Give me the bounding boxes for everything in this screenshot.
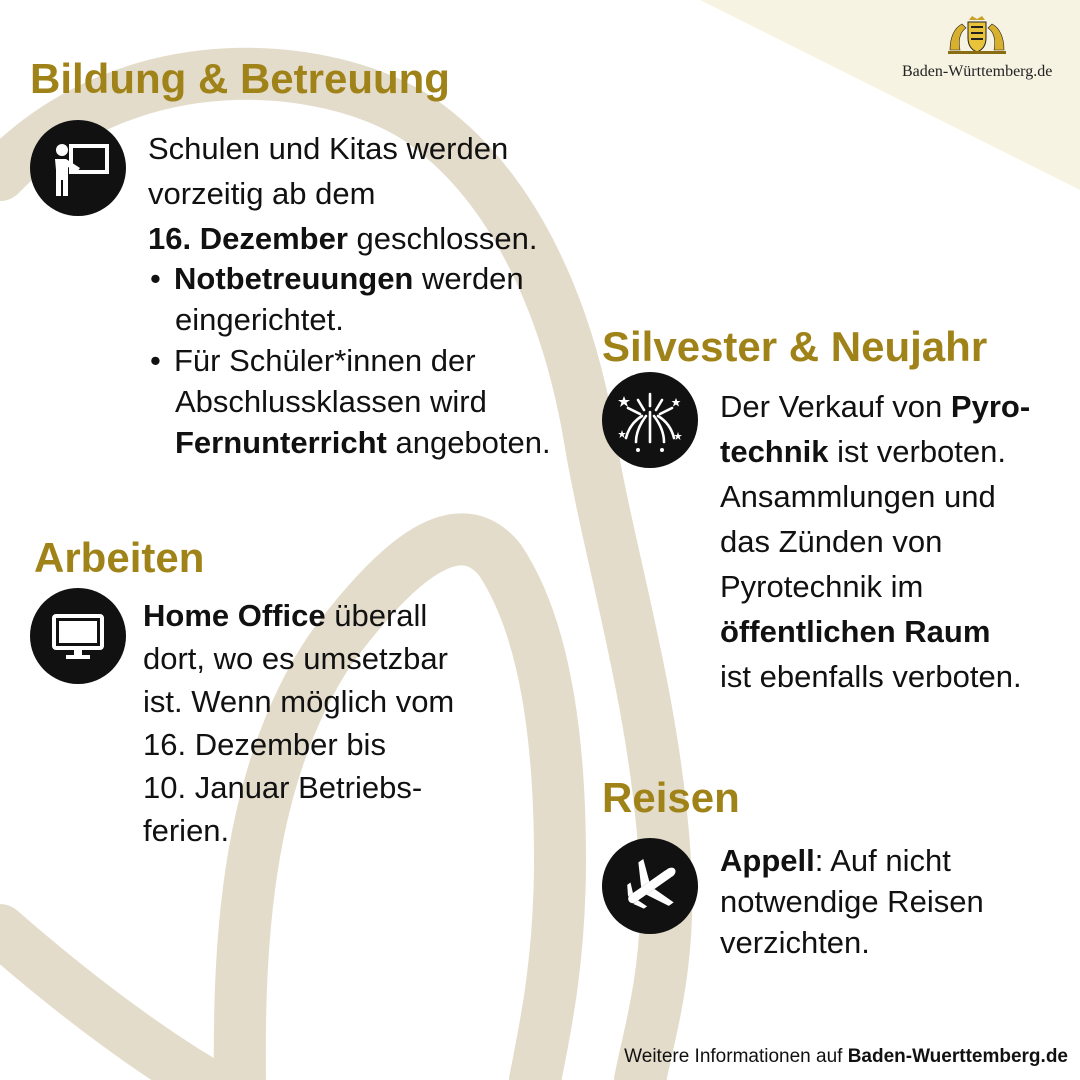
arbeiten-line-1 [143,594,454,637]
silvester-line-1 [720,384,1030,429]
bildung-line-2: vorzeitig ab dem [148,176,376,211]
heading-arbeiten: Arbeiten [34,534,205,581]
silvester-line-4: das Zünden von [720,524,943,559]
bullet-2-bold: Fernunterricht [175,425,387,460]
reisen-line-1-rest: : Auf nicht [814,843,951,878]
reisen-text [720,840,984,963]
bullet-1-bold: Notbetreuungen [174,261,414,296]
silvester-text [720,384,1030,699]
bildung-text [148,126,537,261]
footer [624,1046,1068,1068]
bullet-2-line-1: Für Schüler*innen der [174,343,476,378]
arbeiten-line-1-rest: überall [325,598,428,633]
footer-text: Weitere Informationen auf [624,1046,848,1067]
brand-logo[interactable] [902,14,1052,81]
teacher-board-icon [30,120,126,216]
arbeiten-line-5: 10. Januar Betriebs- [143,770,423,805]
bildung-bullet-2-line-2: Abschlussklassen wird [175,384,487,419]
bullet-1-rest: werden [413,261,524,296]
bildung-line-1: Schulen und Kitas werden [148,131,509,166]
arbeiten-line-3: ist. Wenn möglich vom [143,684,455,719]
bildung-bullet-1: • Notbetreuungen werden [150,261,524,296]
heading-reisen: Reisen [602,774,740,821]
bildung-bullets [150,258,551,463]
silvester-line-6 [720,609,1030,654]
arbeiten-text [143,594,454,852]
bildung-date-bold: 16. Dezember [148,221,348,256]
silvester-line-1-rest: Der Verkauf von [720,389,951,424]
arbeiten-line-4: 16. Dezember bis [143,727,386,762]
arbeiten-bold: Home Office [143,598,326,633]
heading-bildung: Bildung & Betreuung [30,55,450,102]
bildung-line-3-rest: geschlossen. [347,221,538,256]
bildung-bullet-1-cont: eingerichtet. [175,302,344,337]
reisen-line-3: verzichten. [720,925,870,960]
logo-text: Baden-Württemberg.de [902,63,1053,80]
monitor-icon [30,588,126,684]
silvester-line-7: ist ebenfalls verboten. [720,659,1022,694]
fireworks-icon [602,372,698,468]
silvester-line-1-bold: Pyro- [950,389,1031,424]
silvester-line-6-bold: öffentlichen Raum [720,614,991,649]
arbeiten-line-6: ferien. [143,813,230,848]
airplane-icon [602,838,698,934]
bildung-bullet-2: • Für Schüler*innen der [150,343,476,378]
coat-of-arms-icon [942,14,1012,56]
heading-silvester: Silvester & Neujahr [602,323,988,370]
reisen-line-1 [720,840,984,881]
bullet-2-rest: angeboten. [386,425,551,460]
bildung-bullet-2-line-3 [150,422,551,463]
silvester-line-2-bold: technik [720,434,829,469]
silvester-line-5: Pyrotechnik im [720,569,924,604]
bildung-line-3 [148,216,537,261]
footer-link[interactable]: Baden-Wuerttemberg.de [847,1046,1068,1067]
reisen-line-2: notwendige Reisen [720,884,984,919]
arbeiten-line-2: dort, wo es umsetzbar [143,641,448,676]
silvester-line-2-rest: ist verboten. [828,434,1007,469]
reisen-line-1-bold: Appell [720,843,815,878]
silvester-line-2 [720,429,1030,474]
silvester-line-3: Ansammlungen und [720,479,996,514]
